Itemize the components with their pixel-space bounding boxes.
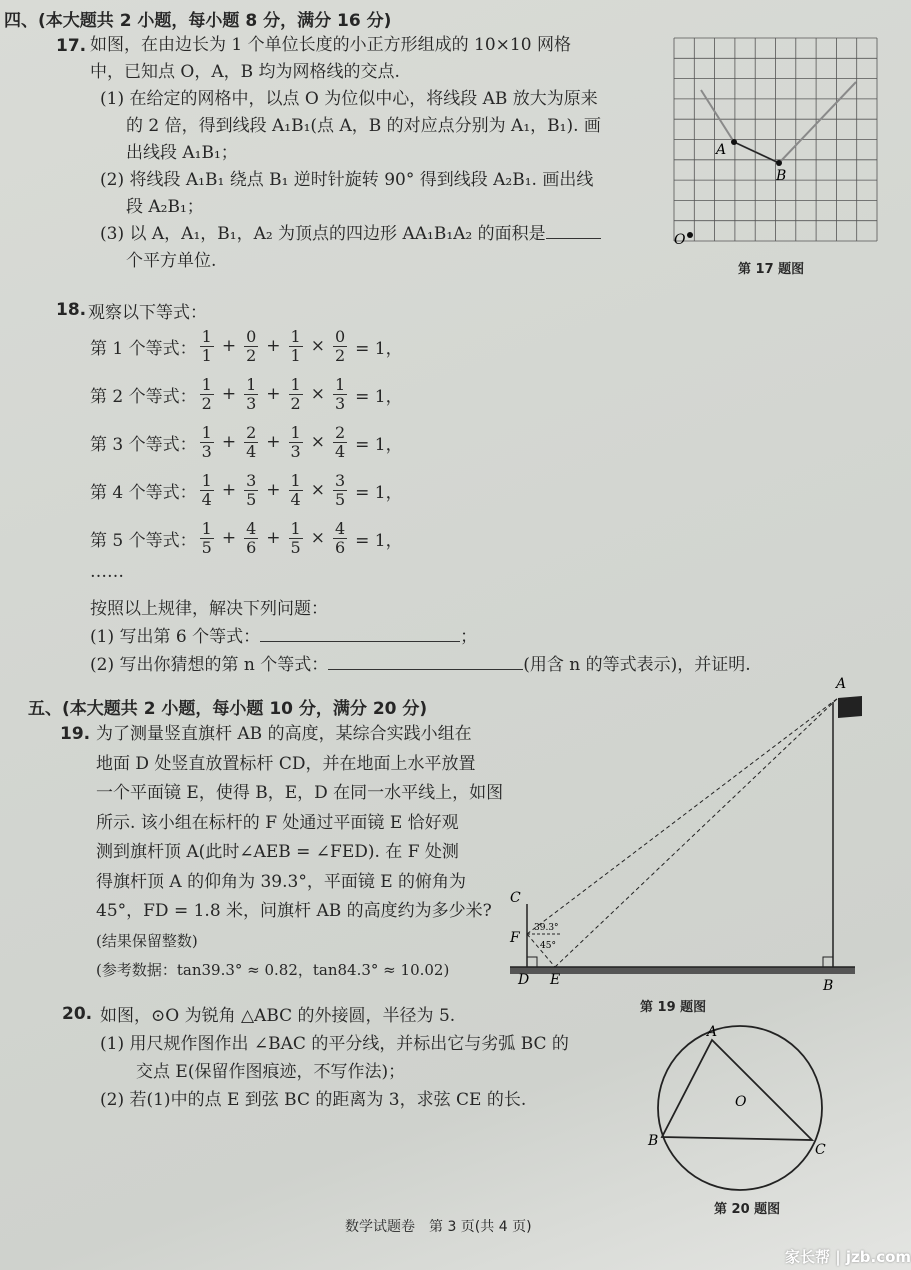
operator: × (310, 336, 325, 356)
equation-row (90, 418, 408, 466)
equation-result: = 1， (355, 482, 403, 503)
q17-grid-figure (666, 30, 886, 255)
operator: × (310, 384, 325, 404)
operator: + (221, 528, 237, 548)
operator: + (221, 480, 237, 500)
point-b-label: B (648, 1133, 659, 1149)
angle-39-label: 39.3° (534, 923, 559, 933)
numerator: 1 (290, 470, 301, 490)
equation-row (90, 466, 408, 514)
q17-line: 中，已知点 O，A，B 均为网格线的交点. (90, 62, 400, 82)
q20-line: (2) 若(1)中的点 E 到弦 BC 的距离为 3，求弦 CE 的长. (100, 1090, 527, 1110)
q18-equations (90, 322, 408, 562)
angle-45-label: 45° (540, 941, 556, 951)
denominator: 4 (290, 489, 301, 509)
section-5-header: 五、(本大题共 2 小题，每小题 10 分，满分 20 分) (28, 699, 428, 719)
point-a-label: A (707, 1024, 718, 1040)
q17-figure-caption: 第 17 题图 (738, 262, 805, 277)
fraction (289, 328, 303, 365)
equation-label: 第 5 个等式： (90, 530, 197, 551)
denominator: 4 (334, 441, 346, 461)
q19-line: 所示. 该小组在标杆的 F 处通过平面镜 E 恰好观 (96, 812, 459, 833)
point-b-label: B (823, 978, 834, 994)
operator: + (266, 480, 281, 500)
page-footer: 数学试题卷 第 3 页(共 4 页) (345, 1219, 532, 1235)
equation-label: 第 4 个等式： (90, 482, 197, 503)
q17-text (90, 32, 601, 275)
q17-number: 17. (56, 36, 87, 56)
denominator: 1 (201, 345, 212, 365)
q20-text (100, 1002, 569, 1114)
fraction (289, 424, 303, 461)
numerator: 1 (201, 518, 212, 538)
equation-label: 第 1 个等式： (90, 338, 197, 359)
q18-part1-end: ； (460, 627, 478, 647)
numerator: 1 (290, 326, 301, 346)
q18-part2: (2) 写出你猜想的第 n 个等式： (90, 655, 329, 675)
fraction (333, 424, 347, 461)
fraction (200, 328, 214, 365)
q19-flagpole-figure (500, 672, 870, 992)
q17-line: (2) 将线段 A₁B₁ 绕点 B₁ 逆时针旋转 90° 得到线段 A₂B₁. 画出线 (100, 170, 594, 190)
q17-line: 的 2 倍，得到线段 A₁B₁(点 A，B 的对应点分别为 A₁，B₁). 画 (126, 116, 601, 136)
point-a-label: A (836, 676, 847, 692)
operator: + (266, 528, 281, 548)
numerator: 1 (290, 518, 301, 538)
denominator: 4 (201, 489, 212, 509)
operator: × (310, 432, 325, 452)
numerator: 1 (290, 422, 301, 442)
denominator: 2 (290, 393, 301, 413)
q19-line: 一个平面镜 E，使得 B，E，D 在同一水平线上，如图 (96, 783, 504, 803)
q18-ellipsis: …… (90, 562, 124, 582)
q19-figure-caption: 第 19 题图 (640, 1000, 707, 1015)
fraction (289, 520, 303, 557)
fraction (333, 520, 347, 557)
point-o-label: O (674, 232, 686, 248)
numerator: 0 (246, 326, 257, 346)
fraction (200, 424, 214, 461)
operator: + (266, 336, 281, 356)
point-e-label: E (550, 972, 561, 988)
denominator: 5 (290, 537, 301, 557)
equation-row (90, 370, 408, 418)
q20-number: 20. (62, 1004, 93, 1024)
numerator: 4 (246, 518, 257, 538)
q19-line: 45°，FD = 1.8 米，问旗杆 AB 的高度约为多少米? (96, 901, 492, 921)
numerator: 3 (334, 470, 346, 490)
fraction (244, 328, 258, 365)
point-a-label: A (716, 142, 727, 158)
fraction (333, 472, 347, 509)
numerator: 1 (334, 374, 346, 394)
equation-row (90, 514, 408, 562)
q20-line: (1) 用尺规作图作出 ∠BAC 的平分线，并标出它与劣弧 BC 的 (100, 1034, 569, 1054)
q19-line: 测到旗杆顶 A(此时∠AEB = ∠FED). 在 F 处测 (96, 842, 459, 862)
answer-blank (546, 222, 601, 239)
equation-label: 第 3 个等式： (90, 434, 197, 455)
fraction (200, 376, 214, 413)
denominator: 2 (246, 345, 257, 365)
point-b-label: B (776, 168, 787, 184)
numerator: 1 (290, 374, 301, 394)
q19-line: 为了测量竖直旗杆 AB 的高度，某综合实践小组在 (96, 724, 472, 744)
operator: + (221, 336, 237, 356)
q18-number: 18. (56, 300, 87, 320)
fraction (244, 376, 258, 413)
fraction (244, 472, 258, 509)
numerator: 1 (246, 374, 257, 394)
numerator: 4 (334, 518, 346, 538)
q17-line: 段 A₂B₁； (126, 197, 204, 217)
denominator: 1 (290, 345, 301, 365)
denominator: 2 (201, 393, 212, 413)
operator: × (310, 528, 325, 548)
point-o-label: O (735, 1094, 747, 1110)
answer-blank (328, 653, 523, 670)
q17-line: 个平方单位. (126, 251, 217, 271)
section-4-header: 四、(本大题共 2 小题，每小题 8 分，满分 16 分) (4, 11, 392, 31)
fraction (244, 520, 258, 557)
q18-rule: 按照以上规律，解决下列问题： (90, 599, 328, 619)
denominator: 5 (201, 537, 212, 557)
denominator: 4 (246, 441, 257, 461)
q17-line: (1) 在给定的网格中，以点 O 为位似中心，将线段 AB 放大为原来 (100, 89, 598, 109)
denominator: 3 (201, 441, 212, 461)
denominator: 3 (334, 393, 346, 413)
point-f-label: F (510, 930, 520, 946)
equation-row (90, 322, 408, 370)
fraction (244, 424, 258, 461)
equation-result: = 1， (355, 434, 403, 455)
q19-line: 得旗杆顶 A 的仰角为 39.3°，平面镜 E 的俯角为 (96, 871, 467, 892)
q18-part2-end: (用含 n 的等式表示)，并证明. (523, 655, 751, 675)
equation-result: = 1， (355, 338, 403, 359)
operator: + (266, 432, 281, 452)
watermark-logo: 家长帮 | jzb.com (785, 1248, 911, 1266)
q17-line: (3) 以 A，A₁，B₁，A₂ 为顶点的四边形 AA₁B₁A₂ 的面积是 (100, 224, 546, 244)
numerator: 2 (334, 422, 346, 442)
q19-line: (参考数据：tan39.3° ≈ 0.82，tan84.3° ≈ 10.02) (96, 961, 450, 979)
q20-line: 如图，⊙O 为锐角 △ABC 的外接圆，半径为 5. (100, 1006, 456, 1026)
point-c-label: C (510, 890, 521, 906)
fraction (333, 328, 347, 365)
denominator: 5 (246, 489, 257, 509)
q17-line: 如图，在由边长为 1 个单位长度的小正方形组成的 10×10 网格 (90, 35, 571, 55)
denominator: 6 (334, 537, 346, 557)
answer-blank (260, 625, 460, 642)
equation-result: = 1， (355, 530, 403, 551)
q19-line: (结果保留整数) (96, 931, 198, 950)
q18-part1: (1) 写出第 6 个等式： (90, 627, 261, 647)
q19-number: 19. (60, 724, 91, 744)
denominator: 3 (246, 393, 257, 413)
operator: + (266, 384, 281, 404)
numerator: 1 (201, 326, 212, 346)
q18-intro: 观察以下等式： (88, 303, 207, 323)
numerator: 1 (201, 422, 212, 442)
numerator: 2 (246, 422, 257, 442)
numerator: 0 (334, 326, 346, 346)
q17-line: 出线段 A₁B₁； (126, 143, 238, 163)
denominator: 6 (246, 537, 257, 557)
fraction (333, 376, 347, 413)
q19-line: 地面 D 处竖直放置标杆 CD，并在地面上水平放置 (96, 753, 476, 774)
fraction (200, 520, 214, 557)
numerator: 3 (246, 470, 257, 490)
q19-text (96, 720, 503, 986)
operator: + (221, 432, 237, 452)
equation-label: 第 2 个等式： (90, 386, 197, 407)
fraction (200, 472, 214, 509)
numerator: 1 (201, 470, 212, 490)
denominator: 5 (334, 489, 346, 509)
numerator: 1 (201, 374, 212, 394)
fraction (289, 472, 303, 509)
q20-figure-caption: 第 20 题图 (714, 1202, 781, 1217)
operator: + (221, 384, 237, 404)
denominator: 2 (334, 345, 346, 365)
equation-result: = 1， (355, 386, 403, 407)
point-c-label: C (815, 1142, 826, 1158)
fraction (289, 376, 303, 413)
point-d-label: D (518, 972, 530, 988)
q20-circle-figure (645, 1020, 845, 1190)
denominator: 3 (290, 441, 301, 461)
operator: × (310, 480, 325, 500)
q20-line: 交点 E(保留作图痕迹，不写作法)； (136, 1062, 406, 1082)
